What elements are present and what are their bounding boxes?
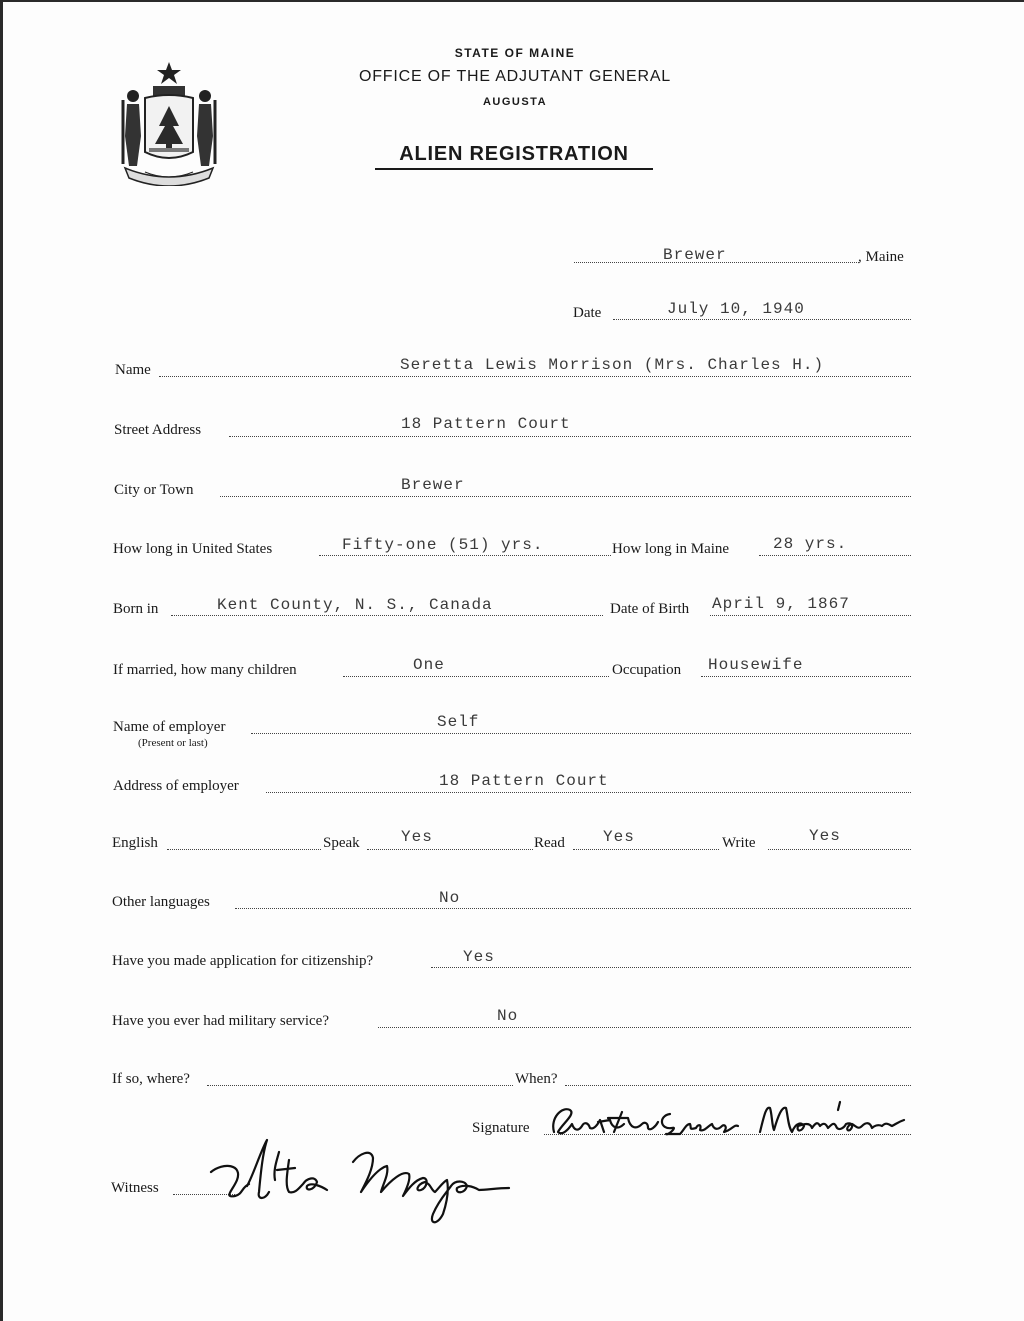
english-label: English: [112, 835, 158, 851]
born-line: [171, 615, 603, 616]
speak-line: [367, 849, 533, 850]
witness-label: Witness: [111, 1180, 159, 1196]
other-languages-label: Other languages: [112, 894, 210, 910]
children-value: One: [413, 656, 445, 674]
read-line: [573, 849, 719, 850]
header-state: STATE OF MAINE: [454, 46, 576, 60]
children-label: If married, how many children: [113, 662, 297, 678]
occupation-label: Occupation: [612, 662, 682, 678]
where-label: If so, where?: [112, 1071, 190, 1087]
us-line: [319, 555, 611, 556]
maine-value: 28 yrs.: [773, 535, 848, 553]
occupation-line: [701, 676, 911, 677]
name-label: Name: [115, 362, 151, 378]
name-value: Seretta Lewis Morrison (Mrs. Charles H.): [400, 356, 825, 374]
employer-line: [251, 733, 911, 734]
other-languages-value: No: [439, 889, 461, 907]
signature-label: Signature: [472, 1120, 530, 1136]
read-value: Yes: [603, 828, 635, 846]
read-label: Read: [534, 835, 565, 851]
date-label: Date: [573, 305, 602, 321]
dob-value: April 9, 1867: [712, 595, 850, 613]
city-label: City or Town: [114, 482, 194, 498]
speak-label: Speak: [323, 835, 360, 851]
date-value: July 10, 1940: [667, 300, 805, 318]
date-line: [613, 319, 911, 320]
maine-label: How long in Maine: [612, 541, 730, 557]
employer-sublabel: (Present or last): [138, 737, 208, 749]
employer-address-label: Address of employer: [113, 778, 239, 794]
town-value: Brewer: [663, 246, 727, 264]
when-line: [565, 1085, 911, 1086]
maine-line: [759, 555, 911, 556]
witness-signature: [203, 1130, 511, 1228]
write-line: [768, 849, 911, 850]
where-line: [207, 1085, 513, 1086]
citizenship-label: Have you made application for citizenship?: [112, 953, 374, 969]
dob-line: [710, 615, 911, 616]
when-label: When?: [515, 1071, 558, 1087]
city-line: [220, 496, 911, 497]
children-line: [343, 676, 609, 677]
citizenship-line: [431, 967, 911, 968]
header-office: OFFICE OF THE ADJUTANT GENERAL: [358, 68, 672, 85]
street-label: Street Address: [114, 422, 202, 438]
born-label: Born in: [113, 601, 159, 617]
street-line: [229, 436, 911, 437]
maine-suffix: , Maine: [858, 249, 904, 265]
us-value: Fifty-one (51) yrs.: [342, 536, 544, 554]
citizenship-value: Yes: [463, 948, 495, 966]
occupation-value: Housewife: [708, 656, 804, 674]
english-line: [167, 849, 321, 850]
header-city: AUGUSTA: [482, 96, 548, 108]
form-title: ALIEN REGISTRATION: [375, 143, 653, 170]
write-label: Write: [722, 835, 756, 851]
employer-label: Name of employer: [113, 719, 226, 735]
city-value: Brewer: [401, 476, 465, 494]
employer-address-value: 18 Pattern Court: [439, 772, 609, 790]
write-value: Yes: [809, 827, 841, 845]
us-label: How long in United States: [113, 541, 273, 557]
street-value: 18 Pattern Court: [401, 415, 571, 433]
military-value: No: [497, 1007, 519, 1025]
name-line: [159, 376, 911, 377]
born-value: Kent County, N. S., Canada: [217, 596, 493, 614]
speak-value: Yes: [401, 828, 433, 846]
employer-value: Self: [437, 713, 480, 731]
applicant-signature: [548, 1096, 910, 1144]
other-languages-line: [235, 908, 911, 909]
military-label: Have you ever had military service?: [112, 1013, 329, 1029]
military-line: [378, 1027, 911, 1028]
employer-address-line: [266, 792, 911, 793]
dob-label: Date of Birth: [610, 601, 690, 617]
